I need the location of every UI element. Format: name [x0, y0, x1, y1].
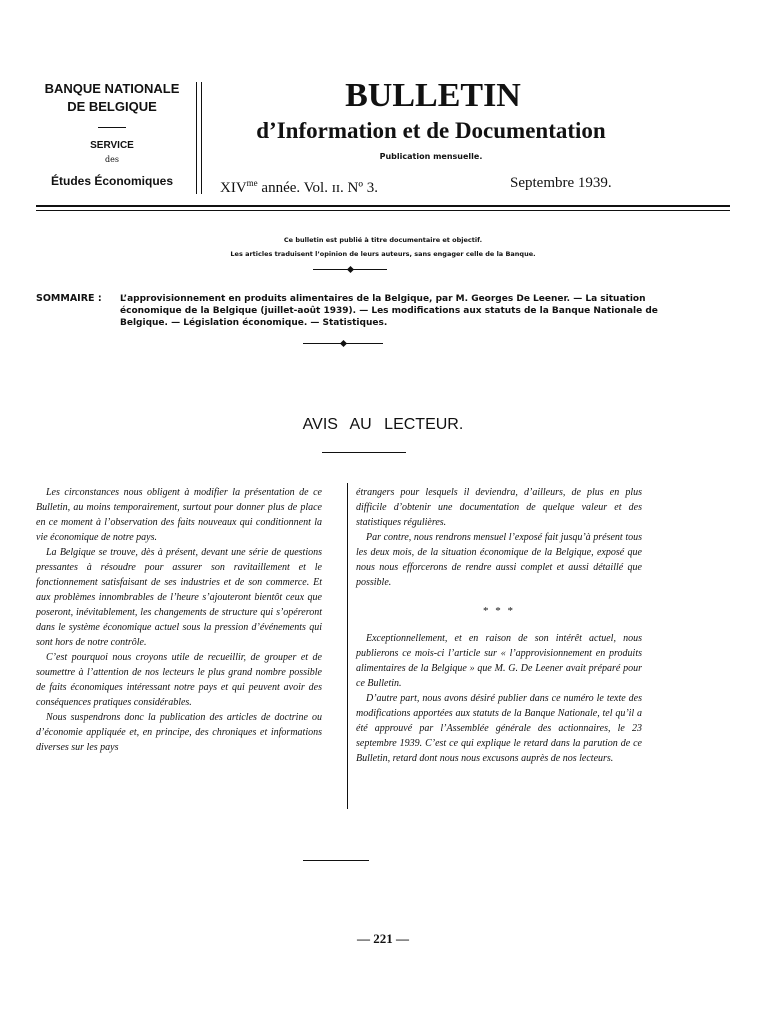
masthead-title: BULLETIN — [345, 77, 521, 114]
volume-prefix: XIV — [220, 180, 247, 196]
section-stars: * * * — [483, 605, 515, 617]
sommaire-label: SOMMAIRE : — [36, 293, 102, 304]
column-separator — [347, 483, 348, 809]
issue-date: Septembre 1939. — [510, 175, 612, 191]
paragraph: La Belgique se trouve, dès à présent, devant une série de questions pressantes à résoudre pour assurer son ravitaillement et le fonctionnement satisfaisant de ses industries et de son commerce. Et aux problèmes innombrables de l’heure s’ajouteront bientôt ceux que poseront, inévitablement, les changements de structure qui s’opéreront dans le système économique actuel sous la pression d’événements qui sont hors de notre contrôle. — [36, 547, 322, 648]
institution-name: BANQUE NATIONALE DE BELGIQUE — [44, 81, 180, 114]
paragraph: étrangers pour lesquels il deviendra, d’ailleurs, de plus en plus difficile d’obtenir une documentation de quelque valeur et des statistiques régulières. — [356, 487, 642, 528]
divider — [98, 127, 126, 128]
masthead-subtitle: d’Information et de Documentation — [256, 118, 606, 143]
article-title: AVIS AU LECTEUR. — [302, 416, 464, 433]
publication-frequency: Publication mensuelle. — [379, 152, 483, 161]
notice-line-2: Les articles traduisent l’opinion de leurs auteurs, sans engager celle de la Banque. — [230, 250, 536, 258]
paragraph: Par contre, nous rendrons mensuel l’exposé fait jusqu’à présent tous les deux mois, de la situation économique de la Belgique, exposé que nous nous efforcerons de rendre aussi complet et aussi détaillé que possible. — [356, 532, 642, 588]
sommaire-text: L’approvisionnement en produits alimentaires de la Belgique, par M. Georges De Leener. — La situation économique de la Belgique (juillet-août 1939). — Les modifications aux statuts de la Banque Nationale de Belgique. — Législation économique. — Statistiques. — [120, 294, 658, 328]
end-rule — [303, 860, 369, 861]
department-name: Études Économiques — [50, 174, 174, 188]
notice-line-1: Ce bulletin est publié à titre documentaire et objectif. — [283, 236, 483, 244]
des-label: des — [105, 155, 119, 164]
paragraph: Les circonstances nous obligent à modifier la présentation de ce Bulletin, au moins temporairement, surtout pour donner plus de place en ce moment à l’observation des faits nouveaux qui conditionnent la vie économique de notre pays. — [36, 487, 322, 543]
paragraph: C’est pourquoi nous croyons utile de recueillir, de grouper et de soumettre à l’attention de nos lecteurs le plus grand nombre possible de faits économiques intéressant notre pays et qui peuvent avoir des conséquences pratiques considérables. — [36, 652, 322, 708]
ornament-rule — [313, 269, 387, 270]
title-rule — [322, 452, 406, 453]
volume-sup: me — [246, 178, 258, 188]
paragraph: D’autre part, nous avons désiré publier dans ce numéro le texte des modifications apportées aux statuts de la Banque Nationale, tel qu’il a été approuvé par l’Assemblée générale des actionnaires, le 23 septembre 1939. C’est ce qui explique le retard dans la parution de ce Bulletin, retard dont nous nous excusons auprès de nos lecteurs. — [356, 693, 642, 764]
ornament-rule — [303, 343, 383, 344]
volume-info — [220, 174, 378, 197]
header-rule — [36, 205, 730, 207]
header-rule-thin — [36, 210, 730, 211]
header-separator — [196, 82, 202, 194]
paragraph: Nous suspendrons donc la publication des articles de doctrine ou d’économie appliquée et, en principe, des chroniques et informations diverses sur les pays — [36, 712, 322, 753]
paragraph: Exceptionnellement, et en raison de son intérêt actuel, nous publierons ce mois-ci l’article sur « l’approvisionnement en produits alimentaires de la Belgique » que M. G. De Leener avait préparé pour ce Bulletin. — [356, 633, 642, 689]
volume-rest: année. Vol. ɪɪ. Nº 3. — [257, 180, 379, 196]
right-column — [356, 485, 642, 766]
service-label: SERVICE — [90, 140, 134, 151]
page-number: — 221 — — [357, 931, 409, 946]
left-column — [36, 485, 322, 755]
